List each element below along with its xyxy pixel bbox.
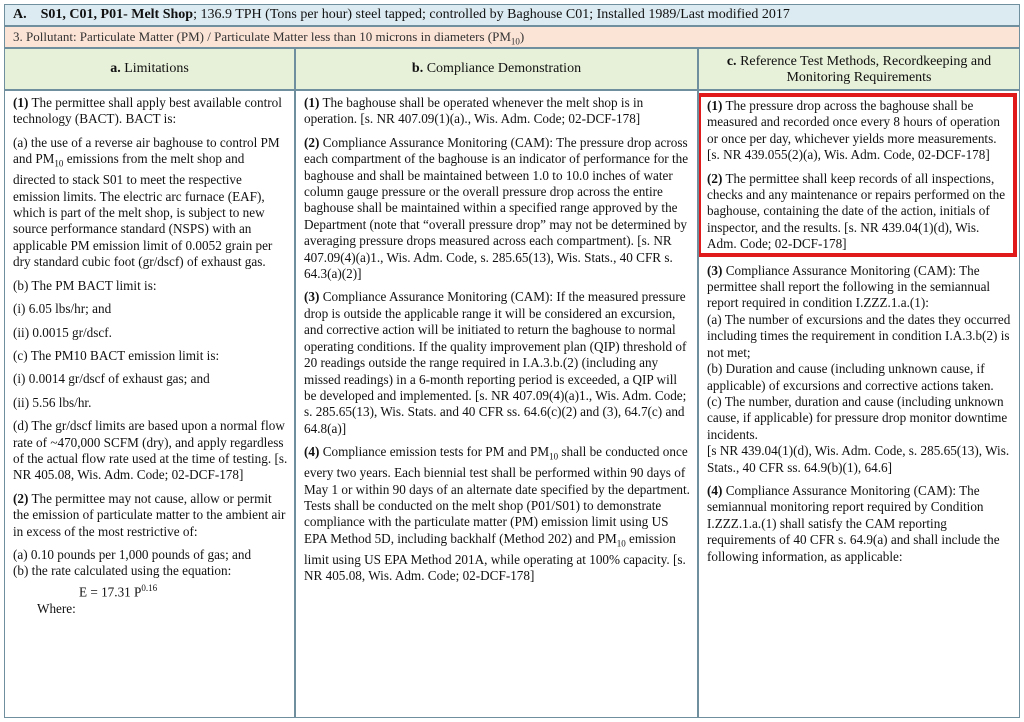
- item-number: (1): [13, 95, 29, 110]
- paragraph-text: emissions from the melt shop and directed to stack S01 to meet the respective emission limits. The electric arc furnace (EAF), which is part of the melt shop, is subject to new source performance standard (NSPS) with an applicable PM emission limit of 0.0052 grain per dry standard cubic foot (gr/dscf) of exhaust gas.: [13, 151, 273, 270]
- pollutant-close: ): [519, 29, 525, 44]
- paragraph: (ii) 0.0015 gr/dscf.: [13, 324, 112, 340]
- section-title: S01, C01, P01- Melt Shop: [40, 7, 194, 22]
- paragraph: [707, 483, 1013, 565]
- column-title-c: Reference Test Methods, Recordkeeping and Monitoring Requirements: [736, 54, 992, 85]
- paragraph: [707, 98, 1009, 164]
- column-header-limitations: [4, 48, 295, 90]
- paragraph: (i) 0.0014 gr/dscf of exhaust gas; and: [13, 371, 210, 387]
- paragraph: [13, 491, 288, 540]
- paragraph: (a) 0.10 pounds per 1,000 pounds of gas; and: [13, 546, 252, 562]
- equation-text: E = 17.31 P: [79, 584, 142, 600]
- column-letter-c: c.: [726, 54, 737, 69]
- paragraph-text: The permittee shall keep records of all inspections, checks and any maintenance or repairs performed on the baghouse, containing the date of the action, initials of inspector, and the results. [s. NR 439.04(1)(d), Wis. Adm. Code; 02-DCF-178]: [707, 170, 1006, 252]
- paragraph: [304, 95, 691, 128]
- subscript: 10: [54, 158, 64, 169]
- paragraph: (b) Duration and cause (including unknown cause, if applicable) of excursions and corrective actions taken.: [707, 361, 994, 393]
- item-number: (3): [304, 289, 320, 305]
- paragraph: (c) The number, duration and cause (including unknown cause, if applicable) for pressure drop monitor downtime incidents.: [707, 393, 1008, 442]
- paragraph: [707, 263, 1013, 312]
- compliance-column: [295, 90, 698, 718]
- paragraph: [304, 135, 691, 283]
- paragraph-text: Compliance Assurance Monitoring (CAM): If the measured pressure drop is outside the applicable range it will be considered an excursion, and corrective action will be initiated to return the baghouse to normal operating conditions. If the quality improvement plan (QIP) threshold of 20 readings outside the range required in I.A.3.b.(2) (including any missed readings) in a 6-month reporting period is exceeded, a QIP will be developed and implemented. [s. NR 407.09(4)(a)1., Wis. Adm. Code; s. 285.65(13), Wis. Stats. and 40 CFR ss. 64.6(c)(2) and (3), 64.7(c) and 64.8(a)]: [304, 289, 687, 436]
- column-title-a: Limitations: [120, 61, 189, 76]
- column-title-b: Compliance Demonstration: [423, 61, 582, 76]
- reference-column: [698, 90, 1020, 718]
- paragraph: (c) The PM10 BACT emission limit is:: [13, 347, 220, 363]
- column-header-reference: [698, 48, 1020, 90]
- paragraph: [304, 289, 691, 437]
- item-number: (2): [304, 134, 320, 150]
- subscript: 10: [616, 538, 626, 549]
- paragraph: [13, 95, 288, 128]
- item-number: (1): [304, 95, 320, 110]
- item-number: (4): [304, 444, 320, 460]
- paragraph-text: The baghouse shall be operated whenever the melt shop is in operation. [s. NR 407.09(1)(a)., Wis. Adm. Code; 02-DCF-178]: [304, 95, 644, 127]
- paragraph: [707, 171, 1009, 253]
- limitations-column: [4, 90, 295, 718]
- paragraph-text: The permittee may not cause, allow or permit the emission of particulate matter to the ambient air in excess of the most restrictive of:: [13, 490, 286, 539]
- column-letter-b: b.: [411, 61, 424, 76]
- paragraph-text: The pressure drop across the baghouse shall be measured and recorded once every 8 hours of operation or once per day, whichever yields more measurements. [s. NR 439.055(2)(a), Wis. Adm. Code, 02-DCF-178]: [707, 98, 1000, 163]
- section-header: [4, 4, 1020, 26]
- item-number: (3): [707, 262, 723, 278]
- equation: [13, 580, 288, 601]
- paragraph: Where:: [37, 600, 76, 616]
- paragraph: (b) the rate calculated using the equation:: [13, 563, 232, 579]
- pollutant-text: 3. Pollutant: Particulate Matter (PM) / Particulate Matter less than 10 microns in diameters (PM: [13, 29, 511, 44]
- paragraph: [13, 135, 288, 271]
- section-description: ; 136.9 TPH (Tons per hour) steel tapped; controlled by Baghouse C01; Installed 1989/Last modified 2017: [193, 7, 790, 22]
- paragraph-text: emission limit using US EPA Method 201A, while operating at 100% capacity. [s. NR 405.08, Wis. Adm. Code; 02-DCF-178]: [304, 530, 686, 584]
- paragraph: [s NR 439.04(1)(d), Wis. Adm. Code, s. 285.65(13), Wis. Stats., 40 CFR ss. 64.9(b)(1), 64.6]: [707, 443, 1010, 475]
- column-header-compliance: [295, 48, 698, 90]
- section-letter: A.: [13, 7, 27, 22]
- item-number: (2): [707, 170, 723, 186]
- item-number: (4): [707, 482, 723, 498]
- pollutant-subscript: 10: [510, 36, 520, 47]
- subscript: 10: [549, 451, 559, 462]
- paragraph: (ii) 5.56 lbs/hr.: [13, 394, 92, 410]
- paragraph: (b) The PM BACT limit is:: [13, 277, 157, 293]
- paragraph: [304, 444, 691, 585]
- paragraph-text: The permittee shall apply best available control technology (BACT). BACT is:: [13, 95, 282, 127]
- paragraph-text: Compliance Assurance Monitoring (CAM): The permittee shall report the following in the semiannual report required in condition I.ZZZ.1.a.(1):: [707, 262, 991, 311]
- item-number: (2): [13, 490, 29, 506]
- paragraph-text: Compliance emission tests for PM and PM: [319, 444, 550, 460]
- paragraph: (i) 6.05 lbs/hr; and: [13, 301, 112, 317]
- superscript: 0.16: [141, 582, 158, 593]
- item-number: (1): [707, 98, 723, 113]
- paragraph: (d) The gr/dscf limits are based upon a normal flow rate of ~470,000 SCFM (dry), and apply regardless of the actual flow rate used at the time of testing. [s. NR 405.08, Wis. Adm. Code; 02-DCF-178]: [13, 418, 288, 483]
- highlight-box: [698, 93, 1017, 257]
- paragraph: (a) The number of excursions and the dates they occurred including times the requirement in condition I.A.3.b(2) is not met;: [707, 311, 1011, 360]
- paragraph-text: Compliance Assurance Monitoring (CAM): The pressure drop across each compartment of the baghouse is an indicator of performance for the baghouse and shall be maintained between 1.0 to 10.0 inches of water column gauge pressure or the overall pressure drop across the entire baghouse shall be maintained within a specified range approved by the Department (note that “overall pressure drop” may not be determined by averaging pressure drops measured across each compartment). [s. NR 407.09(4)(a)1., Wis. Adm. Code, s. 285.65(13), Wis. Stats., 40 CFR s. 64.3(a)(2)]: [304, 134, 689, 282]
- column-letter-a: a.: [110, 61, 121, 76]
- paragraph-text: shall be conducted once every two years. Each biennial test shall be performed within 90 days of May 1 or within 90 days of an alternate date specified by the department. Tests shall be conducted on the melt shop (P01/S01) to demonstrate compliance with the particulate matter (PM) emission limit using US EPA Method 5D, including backhalf (Method 202) and PM: [304, 444, 690, 546]
- paragraph-text: Compliance Assurance Monitoring (CAM): The semiannual monitoring report required by Condition I.ZZZ.1.a.(1) shall satisfy the CAM reporting requirements of 40 CFR s. 64.9(a) and shall include the following information, as applicable:: [707, 482, 1000, 564]
- paragraph-text: (a) the use of a reverse air baghouse to control PM and PM: [13, 134, 280, 167]
- pollutant-row: [4, 26, 1020, 48]
